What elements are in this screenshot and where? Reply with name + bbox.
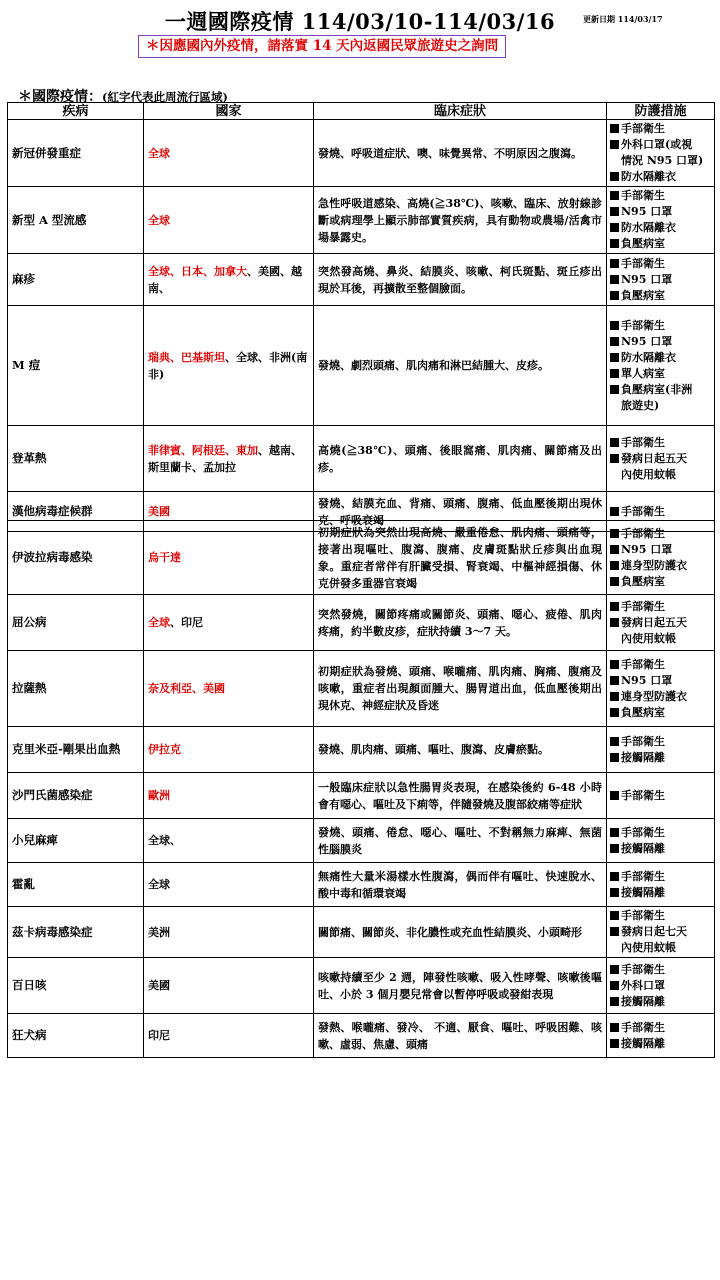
protection-cell [607, 120, 715, 187]
bullet-square-icon [610, 561, 619, 570]
protection-item [610, 542, 711, 558]
protection-item [610, 750, 711, 766]
protection-item [610, 869, 711, 885]
bullet-square-icon [610, 191, 619, 200]
protection-item [610, 924, 711, 940]
section-subtitle: (紅字代表此周流行區域) [102, 90, 228, 104]
country-cell [144, 1014, 314, 1058]
protection-text: 接觸隔離 [621, 841, 665, 855]
country-highlight: 全球 [148, 146, 170, 160]
protection-text: 手部衛生 [621, 962, 665, 976]
country-cell [144, 727, 314, 773]
bullet-square-icon [610, 872, 619, 881]
bullet-square-icon [610, 618, 619, 627]
bullet-square-icon [610, 140, 619, 149]
country-other: 印尼 [148, 1029, 170, 1042]
protection-item [610, 272, 711, 288]
symptoms-cell: 關節痛、關節炎、非化膿性或充血性結膜炎、小頭畸形 [314, 907, 607, 958]
bullet-square-icon [610, 577, 619, 586]
bullet-square-icon [610, 753, 619, 762]
section-title-main: ＊國際疫情： [18, 89, 102, 105]
protection-text: 手部衛生 [621, 869, 665, 883]
bullet-square-icon [610, 321, 619, 330]
protection-item [610, 350, 711, 366]
symptoms-cell: 發燒、肌肉痛、頭痛、嘔吐、腹瀉、皮膚瘀點。 [314, 727, 607, 773]
protection-text: 手部衛生 [621, 504, 665, 518]
country-highlight: 伊拉克 [148, 743, 181, 756]
country-highlight: 烏干達 [148, 551, 181, 564]
symptoms-cell: 發燒、呼吸道症狀、噢、味覺異常、不明原因之腹瀉。 [314, 120, 607, 187]
protection-text: 手部衛生 [621, 122, 665, 135]
protection-text: 負壓病室 [621, 705, 665, 719]
protection-item [610, 382, 711, 398]
symptoms-cell: 發燒、結膜充血、背痛、頭痛、腹痛、低血壓後期出現休克、呼吸衰竭 [314, 492, 607, 532]
protection-item [610, 615, 711, 631]
country-highlight: 全球 [148, 213, 170, 227]
protection-text: 發病日起五天 [621, 451, 687, 465]
disease-name: 狂犬病 [8, 1014, 144, 1058]
disease-name: 新型 A 型流感 [8, 187, 144, 254]
table-row [8, 254, 715, 306]
table-row [8, 958, 715, 1014]
protection-text: 手部衛生 [621, 435, 665, 449]
country-highlight: 歐洲 [148, 789, 170, 802]
protection-item [610, 398, 711, 414]
table-row [8, 773, 715, 819]
country-other: 、越南、斯里蘭卡、孟加拉 [148, 443, 302, 474]
protection-text: 外科口罩 [621, 978, 665, 992]
protection-item [610, 451, 711, 467]
country-highlight: 全球 [148, 616, 170, 629]
protection-text: 外科口罩(或視 [621, 138, 693, 151]
bullet-square-icon [610, 660, 619, 669]
bullet-square-icon [610, 337, 619, 346]
bullet-square-icon [610, 223, 619, 232]
protection-item [610, 366, 711, 382]
disease-name: 克里米亞-剛果出血熱 [8, 727, 144, 773]
protection-text: 手部衛生 [621, 788, 665, 802]
protection-item [610, 994, 711, 1010]
bullet-square-icon [610, 353, 619, 362]
bullet-square-icon [610, 965, 619, 974]
symptoms-cell: 發燒、劇烈頭痛、肌肉痛和淋巴結腫大、皮疹。 [314, 306, 607, 426]
table-row [8, 819, 715, 863]
protection-text: 負壓病室 [621, 288, 665, 302]
protection-cell [607, 863, 715, 907]
disease-name: 百日咳 [8, 958, 144, 1014]
country-highlight: 菲律賓、阿根廷、東加 [148, 443, 258, 457]
bullet-square-icon [610, 507, 619, 516]
protection-text: 負壓病室 [621, 574, 665, 588]
protection-text: N95 口罩 [621, 673, 673, 687]
protection-text: 接觸隔離 [621, 994, 665, 1008]
protection-text: 連身型防護衣 [621, 689, 687, 703]
country-other: 、印尼 [170, 616, 203, 629]
protection-item [610, 705, 711, 721]
country-cell [144, 907, 314, 958]
symptoms-cell: 初期症狀為突然出現高燒、嚴重倦怠、肌肉痛、頭痛等，接著出現嘔吐、腹瀉、腹痛、皮膚斑點狀丘疹與出血現象。重症者常伴有肝臟受損、腎衰竭、中樞神經損傷、休克併發多重器官衰竭 [314, 521, 607, 595]
bullet-square-icon [610, 692, 619, 701]
protection-item [610, 788, 711, 804]
protection-item [610, 825, 711, 841]
protection-item [610, 885, 711, 901]
protection-text: 防水隔離衣 [621, 221, 676, 234]
protection-item [610, 256, 711, 272]
country-highlight: 瑞典、巴基斯坦 [148, 350, 225, 364]
bullet-square-icon [610, 888, 619, 897]
country-highlight: 奈及利亞、美國 [148, 682, 225, 695]
table-row [8, 727, 715, 773]
protection-cell [607, 773, 715, 819]
disease-name: 新冠併發重症 [8, 120, 144, 187]
symptoms-cell: 無痛性大量米湯樣水性腹瀉，偶而伴有嘔吐、快速脫水、酸中毒和循環衰竭 [314, 863, 607, 907]
country-cell [144, 187, 314, 254]
protection-item [610, 689, 711, 705]
protection-cell [607, 651, 715, 727]
protection-text: 發病日起七天 [621, 925, 687, 938]
protection-text: N95 口罩 [621, 334, 673, 348]
symptoms-cell: 咳嗽持續至少 2 週，陣發性咳嗽、吸入性哮聲、咳嗽後嘔吐、小於 3 個月嬰兒常會以暫停呼吸或發紺表現 [314, 958, 607, 1014]
protection-item [610, 978, 711, 994]
protection-cell [607, 907, 715, 958]
protection-text: 手部衛生 [621, 825, 665, 839]
symptoms-cell: 發熱、喉嚨痛、發冷、 不適、厭食、嘔吐、呼吸困難、咳嗽、虛弱、焦慮、頭痛 [314, 1014, 607, 1058]
table-row [8, 426, 715, 492]
bullet-square-icon [610, 981, 619, 990]
protection-text: 連身型防護衣 [621, 558, 687, 572]
country-highlight: 美國 [148, 505, 170, 518]
update-date: 更新日期 114/03/17 [583, 14, 663, 24]
bullet-square-icon [610, 291, 619, 300]
country-highlight: 全球、日本、加拿大 [148, 264, 247, 278]
bullet-square-icon [610, 545, 619, 554]
protection-text: 內使用蚊帳 [621, 631, 676, 645]
table-row [8, 521, 715, 595]
protection-text: 接觸隔離 [621, 885, 665, 899]
protection-text: 發病日起五天 [621, 615, 687, 629]
epidemic-table-top [7, 102, 715, 532]
protection-text: 負壓病室(非洲 [621, 382, 693, 396]
page-title: 一週國際疫情 114/03/10-114/03/16 [164, 9, 556, 34]
header-disease: 疾病 [8, 103, 144, 120]
protection-cell [607, 958, 715, 1014]
protection-item [610, 236, 711, 252]
protection-text: 負壓病室 [621, 237, 665, 250]
disease-name: 小兒麻痺 [8, 819, 144, 863]
bullet-square-icon [610, 997, 619, 1006]
protection-item [610, 435, 711, 451]
country-cell [144, 254, 314, 306]
country-other: 、全球、非洲(南非) [148, 350, 308, 381]
bullet-square-icon [610, 385, 619, 394]
protection-item [610, 526, 711, 542]
disease-name: 茲卡病毒感染症 [8, 907, 144, 958]
country-other: 美洲 [148, 925, 170, 939]
protection-item [610, 288, 711, 304]
country-cell [144, 521, 314, 595]
protection-text: 手部衛生 [621, 599, 665, 613]
protection-cell [607, 521, 715, 595]
protection-item [610, 169, 711, 185]
disease-name: 屈公病 [8, 595, 144, 651]
table-row [8, 120, 715, 187]
header-protection: 防護措施 [607, 103, 715, 120]
table-row [8, 651, 715, 727]
protection-item [610, 504, 711, 520]
country-cell [144, 595, 314, 651]
country-cell [144, 958, 314, 1014]
country-cell [144, 651, 314, 727]
bullet-square-icon [610, 911, 619, 920]
bullet-square-icon [610, 207, 619, 216]
protection-item [610, 841, 711, 857]
bullet-square-icon [610, 737, 619, 746]
header-country: 國家 [144, 103, 314, 120]
table-row [8, 863, 715, 907]
protection-cell [607, 426, 715, 492]
protection-item [610, 1036, 711, 1052]
country-cell [144, 426, 314, 492]
protection-text: 單人病室 [621, 366, 665, 380]
epidemic-table-bottom [7, 520, 715, 1058]
bullet-square-icon [610, 438, 619, 447]
country-other: 、美國、越南、 [148, 264, 302, 295]
protection-item [610, 574, 711, 590]
country-cell [144, 120, 314, 187]
bullet-square-icon [610, 602, 619, 611]
country-cell [144, 863, 314, 907]
bullet-square-icon [610, 708, 619, 717]
disease-name: 登革熱 [8, 426, 144, 492]
protection-cell [607, 1014, 715, 1058]
table-row [8, 907, 715, 958]
protection-cell [607, 306, 715, 426]
protection-item [610, 940, 711, 956]
protection-item [610, 599, 711, 615]
bullet-square-icon [610, 454, 619, 463]
bullet-square-icon [610, 172, 619, 181]
protection-text: N95 口罩 [621, 542, 673, 556]
bullet-square-icon [610, 275, 619, 284]
protection-text: 手部衛生 [621, 657, 665, 671]
protection-item [610, 188, 711, 204]
protection-text: 手部衛生 [621, 256, 665, 270]
protection-cell [607, 187, 715, 254]
protection-item [610, 334, 711, 350]
protection-item [610, 204, 711, 220]
bullet-square-icon [610, 239, 619, 248]
protection-text: 防水隔離衣 [621, 170, 676, 183]
table-row [8, 187, 715, 254]
protection-cell [607, 595, 715, 651]
disease-name: M 痘 [8, 306, 144, 426]
country-cell [144, 773, 314, 819]
bullet-square-icon [610, 369, 619, 378]
protection-text: 防水隔離衣 [621, 350, 676, 364]
protection-text: 手部衛生 [621, 318, 665, 332]
protection-text: 接觸隔離 [621, 750, 665, 764]
symptoms-cell: 一般臨床症狀以急性腸胃炎表現，在感染後約 6-48 小時會有噁心、嘔吐及下痢等，伴隨發燒及腹部絞痛等症狀 [314, 773, 607, 819]
protection-text: 內使用蚊帳 [621, 467, 676, 481]
protection-text: 內使用蚊帳 [621, 941, 676, 954]
table-row [8, 1014, 715, 1058]
bullet-square-icon [610, 828, 619, 837]
protection-text: 手部衛生 [621, 189, 665, 202]
protection-item [610, 467, 711, 483]
protection-text: N95 口罩 [621, 272, 673, 286]
disease-name: 漢他病毒症候群 [8, 492, 144, 532]
bullet-square-icon [610, 927, 619, 936]
symptoms-cell: 發燒、頭痛、倦怠、噁心、嘔吐、不對稱無力麻痺、無菌性腦膜炎 [314, 819, 607, 863]
bullet-square-icon [610, 259, 619, 268]
table-row [8, 595, 715, 651]
protection-item [610, 318, 711, 334]
disease-name: 拉薩熱 [8, 651, 144, 727]
protection-text: 手部衛生 [621, 526, 665, 540]
protection-item [610, 153, 711, 169]
country-cell [144, 819, 314, 863]
protection-text: N95 口罩 [621, 205, 673, 218]
protection-item [610, 962, 711, 978]
protection-text: 手部衛生 [621, 734, 665, 748]
protection-item [610, 558, 711, 574]
protection-cell [607, 254, 715, 306]
protection-item [610, 908, 711, 924]
protection-cell [607, 819, 715, 863]
protection-item [610, 734, 711, 750]
protection-item [610, 631, 711, 647]
table-row [8, 306, 715, 426]
disease-name: 沙門氏菌感染症 [8, 773, 144, 819]
protection-text: 接觸隔離 [621, 1036, 665, 1050]
protection-text: 旅遊史) [621, 398, 660, 412]
header-symptoms: 臨床症狀 [314, 103, 607, 120]
bullet-square-icon [610, 1023, 619, 1032]
country-other: 美國 [148, 979, 170, 992]
protection-item [610, 657, 711, 673]
protection-item [610, 121, 711, 137]
bullet-square-icon [610, 844, 619, 853]
protection-item [610, 673, 711, 689]
bullet-square-icon [610, 529, 619, 538]
symptoms-cell: 突然發燒，關節疼痛或關節炎、頭痛、噁心、疲倦、肌肉疼痛，約半數皮疹，症狀持續 3～7 天。 [314, 595, 607, 651]
symptoms-cell: 初期症狀為發燒、頭痛、喉嚨痛、肌肉痛、胸痛、腹痛及咳嗽，重症者出現顏面腫大、腸胃道出血，低血壓後期出現休克、神經症狀及昏迷 [314, 651, 607, 727]
travel-history-notice: ＊因應國內外疫情，請落實 14 天內返國民眾旅遊史之詢問 [138, 35, 506, 58]
protection-item [610, 220, 711, 236]
protection-item [610, 137, 711, 153]
country-other: 全球 [148, 878, 170, 891]
protection-text: 手部衛生 [621, 909, 665, 922]
protection-cell [607, 727, 715, 773]
bullet-square-icon [610, 791, 619, 800]
disease-name: 霍亂 [8, 863, 144, 907]
symptoms-cell: 突然發高燒、鼻炎、結膜炎、咳嗽、柯氏斑點、斑丘疹出現於耳後，再擴散至整個臉面。 [314, 254, 607, 306]
disease-name: 伊波拉病毒感染 [8, 521, 144, 595]
bullet-square-icon [610, 124, 619, 133]
symptoms-cell: 急性呼吸道感染、高燒(≧38℃)、咳嗽、臨床、放射線診斷或病理學上顯示肺部實質疾病，具有動物或農場/活禽市場暴露史。 [314, 187, 607, 254]
bullet-square-icon [610, 676, 619, 685]
country-cell [144, 306, 314, 426]
country-other: 全球、 [148, 834, 181, 847]
disease-name: 麻疹 [8, 254, 144, 306]
symptoms-cell: 高燒(≧38℃)、頭痛、後眼窩痛、肌肉痛、關節痛及出疹。 [314, 426, 607, 492]
protection-item [610, 1020, 711, 1036]
protection-text: 手部衛生 [621, 1020, 665, 1034]
protection-text: 情況 N95 口罩) [621, 154, 704, 167]
bullet-square-icon [610, 1039, 619, 1048]
